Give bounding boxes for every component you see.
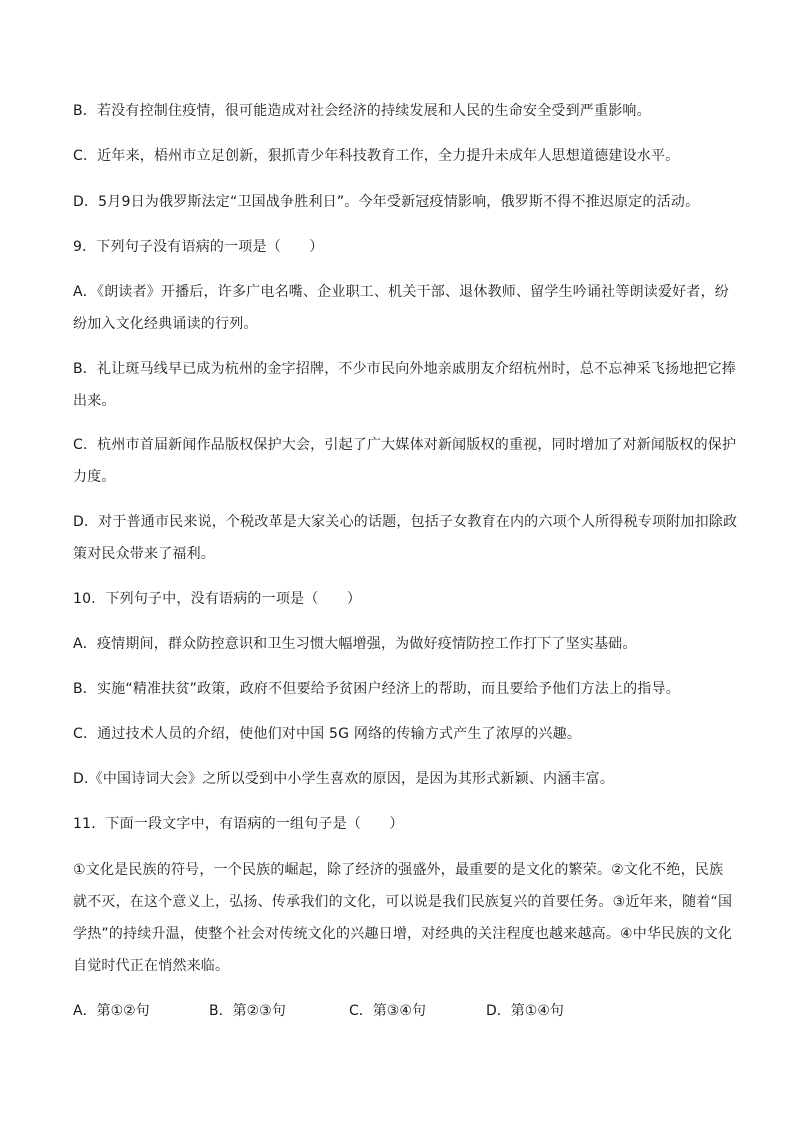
q9-option-d-line1: D．对于普通市民来说，个税改革是大家关心的话题，包括子女教育在内的六项个人所得税专项附加扣除政: [73, 514, 738, 530]
q9-option-c-line2: 力度。: [73, 469, 116, 485]
q8-option-b: B．若没有控制住疫情，很可能造成对社会经济的持续发展和人民的生命安全受到严重影响。: [73, 103, 651, 119]
q9-option-c-line1: C．杭州市首届新闻作品版权保护大会，引起了广大媒体对新闻版权的重视，同时增加了对新闻版权的保护: [73, 437, 737, 453]
q11-options: [73, 1002, 733, 1020]
q9-option-a-line2: 纷加入文化经典诵读的行列。: [73, 316, 258, 332]
q11-option-c: C．第③④句: [349, 1003, 426, 1019]
q9-option-a-line1: A．《朗读者》开播后，许多广电名嘴、企业职工、机关干部、退休教师、留学生吟诵社等朗读爱好者，纷: [73, 284, 729, 300]
q10-stem: 10．下列句子中，没有语病的一项是（ ）: [73, 591, 362, 607]
q11-passage-line1: ①文化是民族的符号，一个民族的崛起，除了经济的强盛外，最重要的是文化的繁荣。②文化不绝，民族: [73, 862, 724, 878]
q11-passage-line4: 自觉时代正在悄然来临。: [73, 958, 230, 974]
q10-option-c: C．通过技术人员的介绍，使他们对中国 5G 网络的传输方式产生了浓厚的兴趣。: [73, 726, 582, 742]
q8-option-c: C．近年来，梧州市立足创新，狠抓青少年科技教育工作，全力提升未成年人思想道德建设水平。: [73, 148, 680, 164]
q11-passage-line2: 就不灭，在这个意义上，弘扬、传承我们的文化，可以说是我们民族复兴的首要任务。③近年来，随着“国: [73, 894, 733, 910]
q9-option-b-line2: 出来。: [73, 393, 116, 409]
q9-stem: 9．下列句子没有语病的一项是（ ）: [73, 239, 324, 255]
q10-option-b: B．实施“精准扶贫”政策，政府不但要给予贫困户经济上的帮助，而且要给予他们方法上的指导。: [73, 681, 680, 697]
q8-option-d: D．5月9日为俄罗斯法定“卫国战争胜利日”。今年受新冠疫情影响，俄罗斯不得不推迟原定的活动。: [73, 194, 700, 210]
q11-passage-line3: 学热”的持续升温，使整个社会对传统文化的兴趣日增，对经典的关注程度也越来越高。④中华民族的文化: [73, 926, 733, 942]
q9-option-d-line2: 策对民众带来了福利。: [73, 546, 215, 562]
q9-option-b-line1: B．礼让斑马线早已成为杭州的金字招牌，不少市民向外地亲戚朋友介绍杭州时，总不忘神采飞扬地把它捧: [73, 361, 737, 377]
q11-option-d: D．第①④句: [486, 1003, 564, 1019]
q11-stem: 11．下面一段文字中，有语病的一组句子是（ ）: [73, 816, 404, 832]
q11-option-b: B．第②③句: [209, 1003, 286, 1019]
q11-option-a: A．第①②句: [73, 1003, 150, 1019]
q10-option-a: A．疫情期间，群众防控意识和卫生习惯大幅增强，为做好疫情防控工作打下了坚实基础。: [73, 636, 637, 652]
q10-option-d: D.《中国诗词大会》之所以受到中小学生喜欢的原因，是因为其形式新颖、内涵丰富。: [73, 771, 615, 787]
